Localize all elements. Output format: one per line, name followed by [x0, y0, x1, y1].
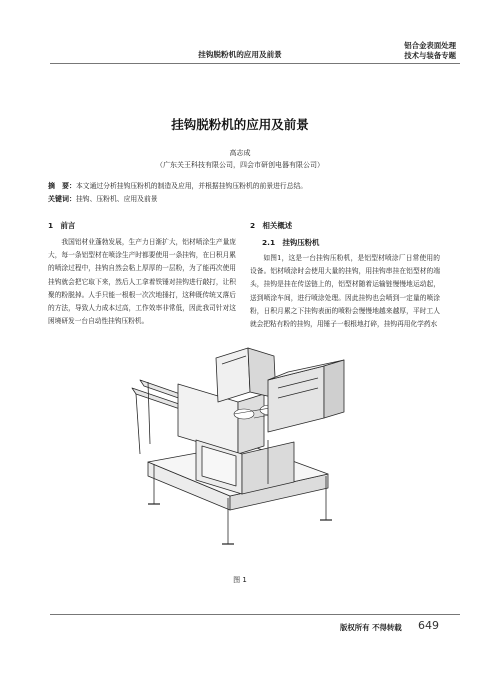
journal-line-1: 铝合金表面处理 — [404, 41, 456, 50]
article-title: 挂钩脱粉机的应用及前景 — [171, 117, 309, 132]
section-2-heading: 2 相关概述 — [250, 221, 293, 230]
page-number: 649 — [418, 619, 439, 632]
author: 高志成 — [229, 149, 251, 157]
running-title: 挂钩脱粉机的应用及前景 — [198, 50, 282, 59]
section-1-body: 我国铝材业蓬勃发展，生产力日渐扩大，铝材喷涂生产量庞大，每一条铝型材在喷涂生产时都要使用一条挂钩，在日积月累的喷涂过程中，挂钩自然会粘上厚厚的一层粉，为了能再次使用挂钩就会把它取下来，然后人工拿着铁锤对挂钩进行敲打，让积聚的粉脱掉。人手只能一根根一次次地捶打，这种既传统又落后的方法，导致人力成本过高，工作效率非常低，因此我司针对这困境研发一台自动性挂钩压粉机。 — [48, 238, 236, 326]
figure-caption: 图 1 — [233, 576, 247, 584]
section-2-1-heading: 2.1 挂钩压粉机 — [262, 238, 320, 247]
keywords-text: 挂钩、压粉机、应用及前景 — [76, 195, 158, 203]
machine-figure — [118, 344, 366, 574]
abstract-text: 本文通过分析挂钩压粉机的制造及应用，并根据挂钩压粉机的前景进行总结。 — [76, 182, 308, 190]
footer-divider — [50, 614, 460, 615]
affiliation: （广东关王科技有限公司，四会市研创电器有限公司） — [156, 161, 324, 169]
header-divider — [50, 63, 460, 64]
hook-powder-removal-machine-line-drawing — [132, 348, 344, 544]
abstract-label: 摘 要： — [48, 182, 76, 190]
section-2-1-body: 如图1，这是一台挂钩压粉机，是铝型材喷涂厂日常使用的设备。铝材喷涂时会使用大量的挂钩，用挂钩串挂在铝型材的端头，挂钩是挂在传送链上的，铝型材随着运输链慢慢地运动起，送到喷涂车间，进行喷涂处理。因此挂钩也会喷到一定量的喷涂粉，日积月累之下挂钩表面的喷粉会慢慢地越来越厚，平时工人就会把粘有粉的挂钩，用锤子一根根地打碎，挂钩再用化学药水 — [250, 254, 440, 329]
journal-line-2: 技术与装备专题 — [404, 51, 456, 60]
keywords-label: 关键词： — [48, 195, 76, 203]
keywords — [48, 194, 440, 205]
abstract — [48, 181, 440, 192]
copyright-notice: 版权所有 不得转载 — [340, 623, 402, 632]
journal-section-label — [404, 41, 456, 61]
section-1-heading: 1 前言 — [48, 221, 76, 230]
